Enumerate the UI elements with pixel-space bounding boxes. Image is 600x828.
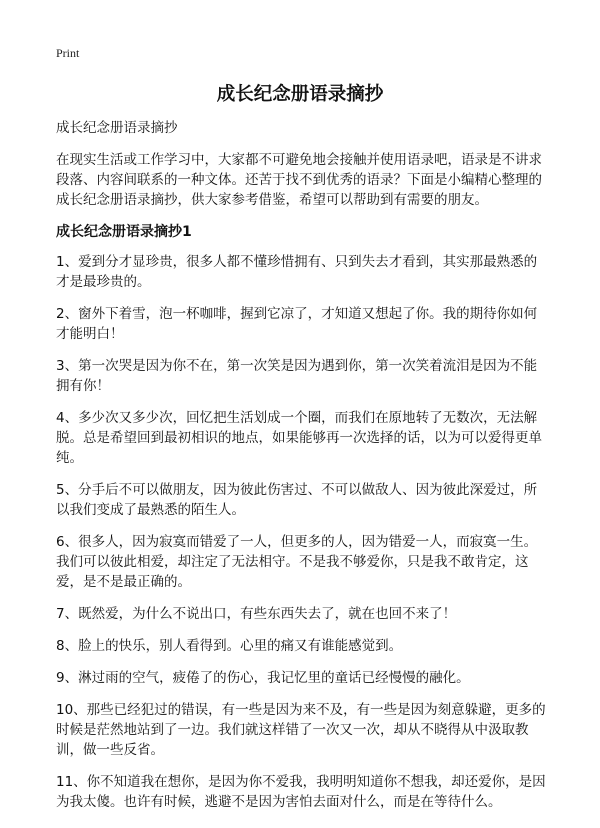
quote-item-1: 1、爱到分才显珍贵，很多人都不懂珍惜拥有、只到失去才看到，其实那最熟悉的才是最珍贵的。 [56, 254, 538, 290]
article-body [56, 118, 548, 824]
intro-paragraph: 在现实生活或工作学习中，大家都不可避免地会接触并使用语录吧，语录是不讲求段落、内容间联系的一种文体。还苦于找不到优秀的语录？下面是小编精心整理的成长纪念册语录摘抄，供大家参考借鉴，希望可以帮助到有需要的朋友。 [56, 152, 542, 208]
quote-item-7: 7、既然爱，为什么不说出口，有些东西失去了，就在也回不来了！ [56, 606, 457, 622]
quote-item-9: 9、淋过雨的空气，疲倦了的伤心，我记忆里的童话已经慢慢的融化。 [56, 670, 470, 686]
quote-item-2: 2、窗外下着雪，泡一杯咖啡，握到它凉了，才知道又想起了你。我的期待你如何才能明白！ [56, 306, 538, 342]
page-title: 成长纪念册语录摘抄 [216, 84, 384, 105]
quote-item-10: 10、那些已经犯过的错误，有一些是因为来不及，有一些是因为刻意躲避，更多的时候是茫然地站到了一边。我们就这样错了一次又一次，却从不晓得从中汲取教训，做一些反省。 [56, 702, 546, 758]
section-heading: 成长纪念册语录摘抄1 [56, 224, 192, 240]
quote-item-11: 11、你不知道我在想你，是因为你不爱我，我明明知道你不想我，却还爱你，是因为我太傻。也许有时候，逃避不是因为害怕去面对什么，而是在等待什么。 [56, 774, 546, 810]
article-subtitle: 成长纪念册语录摘抄 [56, 120, 178, 136]
print-link[interactable]: Print [56, 46, 80, 60]
quote-item-8: 8、脸上的快乐，别人看得到。心里的痛又有谁能感觉到。 [56, 638, 403, 654]
quote-item-5: 5、分手后不可以做朋友，因为彼此伤害过、不可以做敌人、因为彼此深爱过，所以我们变成了最熟悉的陌生人。 [56, 482, 538, 518]
quote-item-4: 4、多少次又多少次，回忆把生活划成一个圈，而我们在原地转了无数次，无法解脱。总是希望回到最初相识的地点，如果能够再一次选择的话，以为可以爱得更单纯。 [56, 410, 542, 466]
quote-item-6: 6、很多人，因为寂寞而错爱了一人，但更多的人，因为错爱一人，而寂寞一生。我们可以彼此相爱，却注定了无法相守。不是我不够爱你，只是我不敢肯定，这爱，是不是最正确的。 [56, 534, 538, 590]
quote-item-3: 3、第一次哭是因为你不在，第一次笑是因为遇到你，第一次笑着流泪是因为不能拥有你！ [56, 358, 538, 394]
